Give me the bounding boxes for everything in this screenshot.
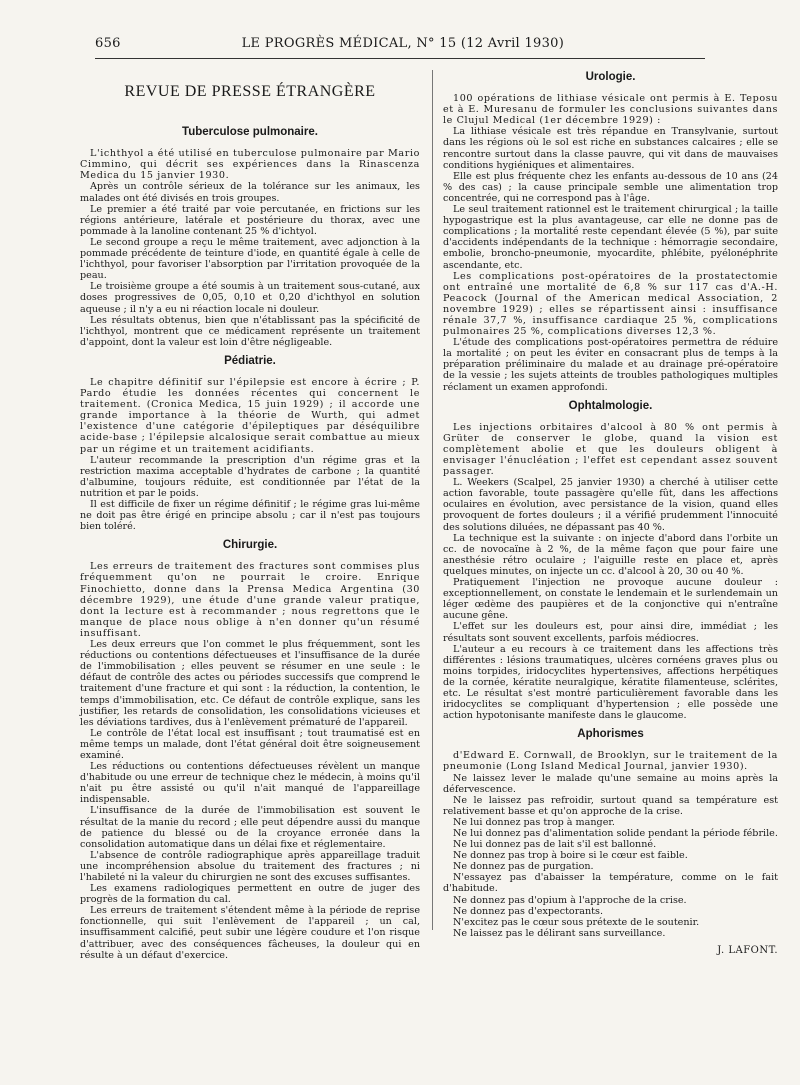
rubric-title: REVUE DE PRESSE ÉTRANGÈRE	[124, 83, 376, 100]
paragraph: La lithiase vésicale est très répandue en Transylvanie, surtout dans les régions où le sol est riche en substances calcaires ; elle se rencontre surtout dans la classe pauvre, qui vit dans de mauvaises conditions hygiéniques et alimentaires.	[443, 126, 778, 171]
paragraph: 100 opérations de lithiase vésicale ont permis à E. Teposu et à E. Muresanu de formuler les conclusions suivantes dans le Clujul Medical (1er décembre 1929) :	[443, 93, 778, 127]
paragraph: Les injections orbitaires d'alcool à 80 % ont permis à Grüter de conserver le globe, quand la vision est complètement abolie et que les douleurs obligent à envisager l'énucléation ; l'effet est cependant assez souvent passager.	[443, 421, 778, 478]
paragraph: L'auteur recommande la prescription d'un régime gras et la restriction maxima acceptable d'hydrates de carbone ; la quantité d'albumine, toujours réduite, est conditionnée par l'état de la nutrition et par le poids.	[80, 454, 420, 499]
paragraph: L'effet sur les douleurs est, pour ainsi dire, immédiat ; les résultats sont souvent excellents, parfois médiocres.	[443, 621, 778, 644]
section-title-urologie: Urologie.	[585, 71, 636, 83]
paragraph: La technique est la suivante : on injecte d'abord dans l'orbite un cc. de novocaïne à 2 %, de la même façon que pour faire une anesthésie rétro oculaire ; l'aiguille reste en place et, après quelques minutes, on injecte un cc. d'alcool à 20, 30 ou 40 %.	[443, 532, 778, 577]
paragraph: Les erreurs de traitement des fractures sont commises plus fréquemment qu'on ne pourrait le croire. Enrique Finochietto, donne dans la Prensa Medica Argentina (30 décembre 1929), une étude d'une grande valeur pratique, dont la lecture est à recommander ; nous regrettons que le manque de place nous oblige à n'en donner qu'un résumé insuffisant.	[80, 561, 420, 639]
section-title-pediatrie: Pédiatrie.	[224, 354, 276, 367]
aphorism-item: Ne donnez pas trop à boire si le cœur est faible.	[453, 850, 688, 862]
paragraph: Il est difficile de fixer un régime définitif ; le régime gras lui-même ne doit pas être érigé en principe absolu ; car il n'est pas toujours bien toléré.	[80, 499, 420, 533]
aphorism-item: Ne lui donnez pas d'alimentation solide pendant la période fébrile.	[453, 828, 778, 839]
aphorism-item: N'excitez pas le cœur sous prétexte de le soutenir.	[453, 916, 700, 928]
paragraph: Le second groupe a reçu le même traitement, avec adjonction à la pommade précédente de teinture d'iode, en quantité égale à celle de l'ichthyol, pour favoriser l'absorption par l'irritation provoquée de la peau.	[80, 236, 420, 282]
paragraph: L'étude des complications post-opératoires permettra de réduire la mortalité ; on peut les éviter en consacrant plus de temps à la préparation préliminaire du malade et au drainage pré-opératoire de la vessie ; les sujets atteints de troubles pathologiques multiples réclament un examen approfondi.	[443, 337, 778, 393]
section-title-tuberculose: Tuberculose pulmonaire.	[182, 126, 318, 139]
section-title-aphorismes: Aphorismes	[577, 728, 644, 741]
right-column	[443, 72, 778, 956]
aphorism-item: Ne le laissez pas refroidir, surtout quand sa température est relativement basse et qu'on approche de la crise.	[443, 794, 778, 817]
column-divider	[432, 70, 433, 930]
paragraph: Les examens radiologiques permettent en outre de juger des progrès de la formation du cal.	[80, 883, 420, 906]
paragraph: Le premier a été traité par voie percutanée, en frictions sur les régions antérieure, latérale et postérieure du thorax, avec une pommade à la lanoline contenant 25 % d'ichtyol.	[80, 203, 420, 237]
paragraph: Les erreurs de traitement s'étendent même à la période de reprise fonctionnelle, qui suit l'enlèvement de l'appareil ; un cal, insuffisamment calcifié, peut subir une légère coudure et l'on risque d'attribuer, avec des conséquences fâcheuses, la douleur qui en résulte à un défaut d'exercice.	[80, 905, 420, 961]
aphorism-item: Ne donnez pas d'expectorants.	[453, 905, 604, 917]
paragraph: Après un contrôle sérieux de la tolérance sur les animaux, les malades ont été divisés en trois groupes.	[80, 181, 420, 204]
journal-title: LE PROGRÈS MÉDICAL, N° 15 (12 Avril 1930)	[241, 36, 565, 51]
aphorism-item: Ne laissez pas le délirant sans surveillance.	[453, 927, 666, 939]
paragraph: L'insuffisance de la durée de l'immobilisation est souvent le résultat de la manie du record ; elle peut dépendre aussi du manque de patience du blessé ou de la croyance erronée dans la consolidation automatique dans un délai fixe et réglementaire.	[80, 805, 420, 850]
paragraph: L'absence de contrôle radiographique après appareillage traduit une incompréhension absolue du traitement des fractures ; ni l'habileté ni la valeur du chirurgien ne sont des excuses suffisantes.	[80, 849, 420, 883]
paragraph: Le seul traitement rationnel est le traitement chirurgical ; la taille hypogastrique est la plus avantageuse, car elle ne donne pas de complications ; la mortalité reste cependant élevée (5 %), par suite d'accidents indépendants de la technique : hémorragie secondaire, embolie, broncho-pneumonie, myocardite, phlébite, pyélonéphrite ascendante, etc.	[443, 204, 778, 271]
paragraph: Les réductions ou contentions défectueuses révèlent un manque d'habitude ou une erreur de technique chez le médecin, à moins qu'il n'ait pu être assisté ou qu'il n'ait manqué de l'appareillage indispensable.	[80, 761, 420, 806]
left-column	[80, 72, 420, 961]
paragraph: Elle est plus fréquente chez les enfants au-dessous de 10 ans (24 % des cas) ; la cause principale semble une alimentation trop concentrée, qui ne correspond pas à l'âge.	[443, 170, 778, 204]
paragraph: Les résultats obtenus, bien que n'établissant pas la spécificité de l'ichthyol, montrent que ce médicament représente un traitement d'appoint, dont la valeur est loin d'être négligeable.	[80, 314, 420, 348]
paragraph: Le troisième groupe a été soumis à un traitement sous-cutané, aux doses progressives de 0,05, 0,10 et 0,20 d'ichthyol en solution aqueuse ; il n'y a eu ni réaction locale ni douleur.	[80, 281, 420, 315]
section-title-chirurgie: Chirurgie.	[222, 539, 278, 552]
aphorism-item: Ne lui donnez pas de lait s'il est ballonné.	[453, 839, 657, 851]
aphorism-item: Ne donnez pas de purgation.	[453, 861, 594, 873]
paragraph: Les complications post-opératoires de la prostatectomie ont entraîné une mortalité de 6,8 % sur 117 cas d'A.-H. Peacock (Journal of the American medical Association, 2 novembre 1929) ; elles se répartissent ainsi : insuffisance rénale 37,7 %, insuffisance cardiaque 25 %, complications pulmonaires 25 %, complications diverses 12,3 %.	[443, 270, 778, 338]
paragraph: Les deux erreurs que l'on commet le plus fréquemment, sont les réductions ou contentions défectueuses et l'insuffisance de la durée de l'immobilisation ; elles peuvent se résumer en une seule : le défaut de contrôle des actes ou périodes successifs que comprend le traitement d'une fracture et qui sont : la réduction, la contention, le temps d'immobilisation, etc. Ce défaut de contrôle explique, sans les justifier, les retards de consolidation, les consolidations vicieuses et les déviations tardives, dus à l'enlèvement prématuré de l'appareil.	[80, 639, 420, 728]
paragraph: Pratiquement l'injection ne provoque aucune douleur : exceptionnellement, on constate le lendemain et le surlendemain un léger œdème des paupières et de la conjonctive qui n'entraîne aucune gêne.	[443, 577, 778, 622]
aphorisms-intro: d'Edward E. Cornwall, de Brooklyn, sur le traitement de la pneumonie (Long Island Medical Journal, janvier 1930).	[443, 750, 778, 773]
paragraph: L'auteur a eu recours à ce traitement dans les affections très différentes : lésions traumatiques, ulcères cornéens graves plus ou moins torpides, iridocyclites hypertensives, affections herpétiques de la cornée, kératite neuralgique, kératite filamenteuse, sclérites, etc. Le résultat s'est montré particulièrement favorable dans les iridocyclites se compliquant d'hypertension ; elle possède une action hypotonisante manifeste dans le glaucome.	[443, 643, 778, 722]
aphorism-item: Ne laissez lever le malade qu'une semaine au moins après la défervescence.	[443, 772, 778, 795]
page-number: 656	[95, 36, 121, 51]
paragraph: L'ichthyol a été utilisé en tuberculose pulmonaire par Mario Cimmino, qui décrit ses expériences dans la Rinascenza Medica du 15 janvier 1930.	[80, 148, 420, 182]
aphorisms-list	[443, 750, 778, 939]
section-title-ophtalmologie: Ophtalmologie.	[568, 399, 653, 412]
author-signature: J. LAFONT.	[717, 944, 778, 956]
paragraph: L. Weekers (Scalpel, 25 janvier 1930) a cherché à utiliser cette action favorable, toute passagère qu'elle fût, dans les affections oculaires en évolution, avec persistance de la vision, quand elles provoquent de fortes douleurs ; il a vérifié prudemment l'innocuité des solutions diluées, ne dépassant pas 40 %.	[443, 477, 778, 533]
aphorism-item: Ne donnez pas d'opium à l'approche de la crise.	[453, 894, 687, 906]
paragraph: Le contrôle de l'état local est insuffisant ; tout traumatisé est en même temps un malade, dont l'état général doit être soigneusement examiné.	[80, 727, 420, 761]
aphorism-item: N'essayez pas d'abaisser la température, comme on le fait d'habitude.	[443, 872, 778, 895]
paragraph: Le chapitre définitif sur l'épilepsie est encore à écrire ; P. Pardo étudie les données récentes qui concernent le traitement. (Cronica Medica, 15 juin 1929) ; il accorde une grande importance à la théorie de Wurth, qui admet l'existence d'une catégorie d'épileptiques par déséquilibre acide-base ; l'épilepsie alcalosique serait combattue au mieux par un régime et un traitement acidifiants.	[80, 376, 420, 455]
page-header	[95, 36, 705, 59]
aphorism-item: Ne lui donnez pas trop à manger.	[453, 816, 615, 828]
